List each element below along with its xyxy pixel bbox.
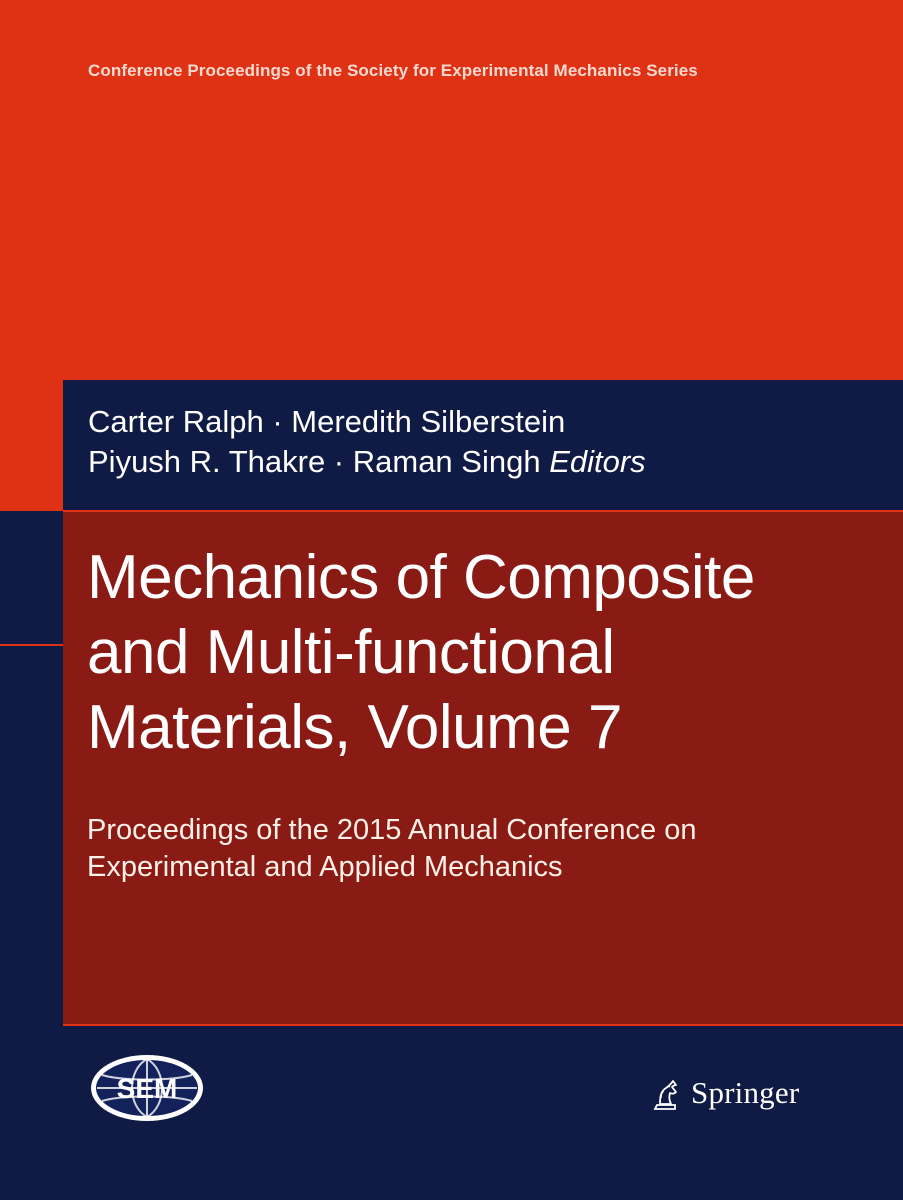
book-subtitle-line-2: Experimental and Applied Mechanics [87,851,563,883]
left-divider-middle [0,644,63,646]
top-red-block [0,0,903,380]
svg-text:SEM: SEM [116,1073,178,1104]
springer-logo [649,1074,799,1112]
editors-band [63,380,903,510]
book-title-line-3: Materials, Volume 7 [87,693,622,762]
editors-suffix: Editors [549,444,646,479]
book-title [87,540,877,765]
knight-icon [649,1074,683,1112]
book-subtitle [87,812,847,886]
sem-logo [87,1050,207,1126]
book-title-line-1: Mechanics of Composite [87,543,755,612]
editors-line-2 [88,442,646,482]
left-divider-top [0,509,63,511]
editors-line-1: Carter Ralph · Meredith Silberstein [88,404,566,439]
left-red-strip [0,380,63,510]
book-title-line-2: and Multi-functional [87,618,615,687]
series-title: Conference Proceedings of the Society for Experimental Mechanics Series [88,61,698,80]
publisher-name: Springer [691,1075,800,1110]
editors-names-line-2: Piyush R. Thakre · Raman Singh [88,444,541,479]
bottom-band [63,1026,903,1200]
left-navy-block [0,510,63,1200]
title-panel [63,510,903,1026]
book-subtitle-line-1: Proceedings of the 2015 Annual Conference on [87,814,697,846]
editors-block [88,402,646,482]
